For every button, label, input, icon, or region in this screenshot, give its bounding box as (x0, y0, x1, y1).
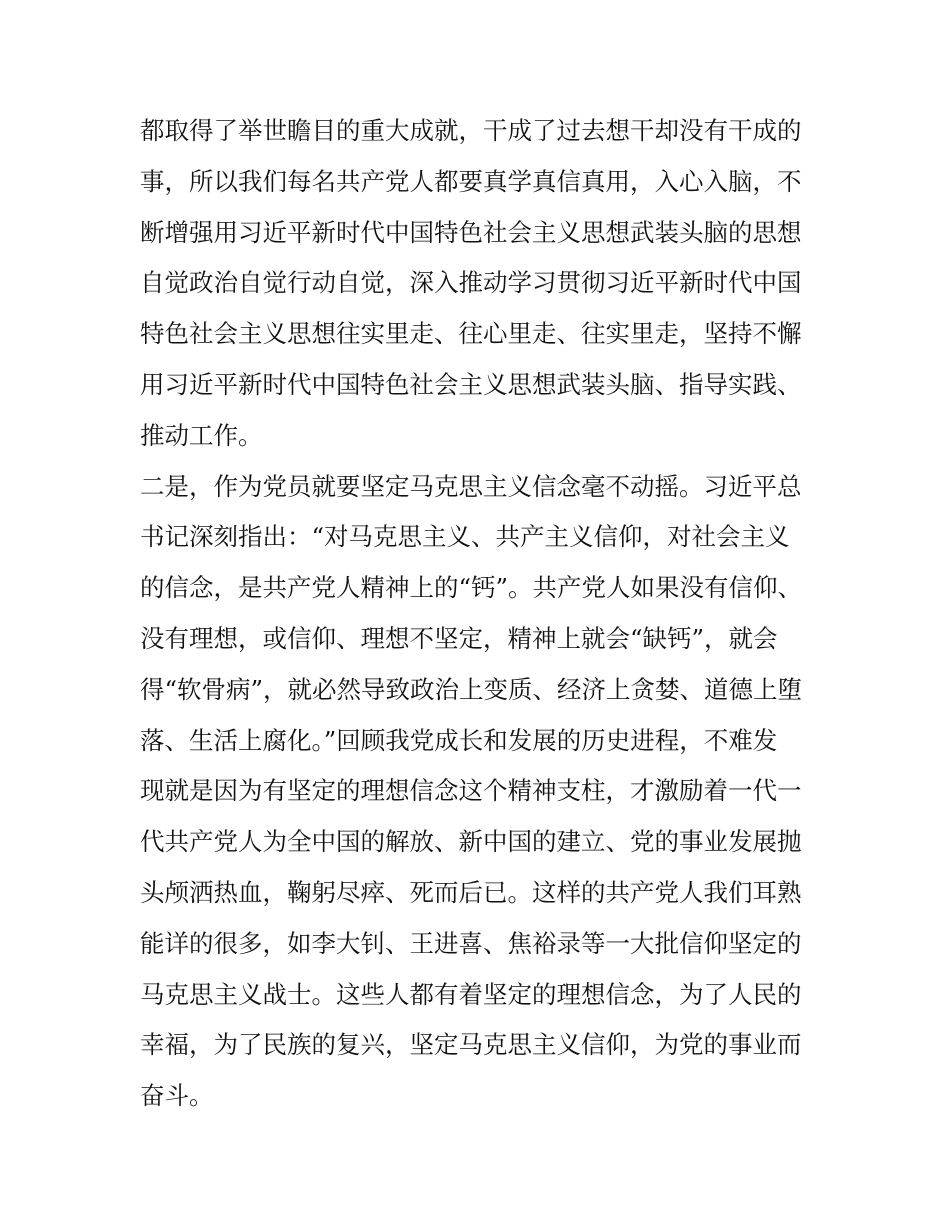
text-line: 特色社会主义思想往实里走、往心里走、往实里走，坚持不懈 (140, 319, 802, 349)
text-line: 得“软骨病”，就必然导致政治上变质、经济上贪婪、道德上堕 (140, 674, 803, 704)
text-line: 事，所以我们每名共产党人都要真学真信真用，入心入脑，不 (140, 166, 802, 196)
text-line: 没有理想，或信仰、理想不坚定，精神上就会“缺钙”，就会 (140, 623, 778, 653)
text-line: 都取得了举世瞻目的重大成就，干成了过去想干却没有干成的 (140, 116, 802, 145)
text-line: 自觉政治自觉行动自觉，深入推动学习贯彻习近平新时代中国 (140, 268, 802, 298)
text-line: 奋斗。 (140, 1081, 214, 1111)
text-line: 二是，作为党员就要坚定马克思主义信念毫不动摇。习近平总 (140, 471, 802, 501)
text-line: 现就是因为有坚定的理想信念这个精神支柱，才激励着一代一 (140, 776, 802, 806)
text-line: 的信念，是共产党人精神上的“钙”。共产党人如果没有信仰、 (140, 573, 803, 603)
text-line: 幸福，为了民族的复兴，坚定马克思主义信仰，为党的事业而 (140, 1030, 802, 1060)
text-line: 马克思主义战士。这些人都有着坚定的理想信念，为了人民的 (140, 979, 802, 1009)
text-line: 断增强用习近平新时代中国特色社会主义思想武装头脑的思想 (140, 217, 802, 247)
text-line: 落、生活上腐化。”回顾我党成长和发展的历史进程，不难发 (140, 725, 778, 755)
text-line: 代共产党人为全中国的解放、新中国的建立、党的事业发展抛 (140, 827, 802, 857)
text-line: 头颅洒热血，鞠躬尽瘁、死而后已。这样的共产党人我们耳熟 (140, 877, 802, 907)
text-line: 推动工作。 (140, 420, 263, 450)
document-body (140, 106, 820, 1122)
text-line: 书记深刻指出：“对马克思主义、共产主义信仰，对社会主义 (140, 522, 790, 552)
text-line: 能详的很多，如李大钊、王进喜、焦裕录等一大批信仰坚定的 (140, 928, 802, 958)
text-line: 用习近平新时代中国特色社会主义思想武装头脑、指导实践、 (140, 369, 802, 399)
